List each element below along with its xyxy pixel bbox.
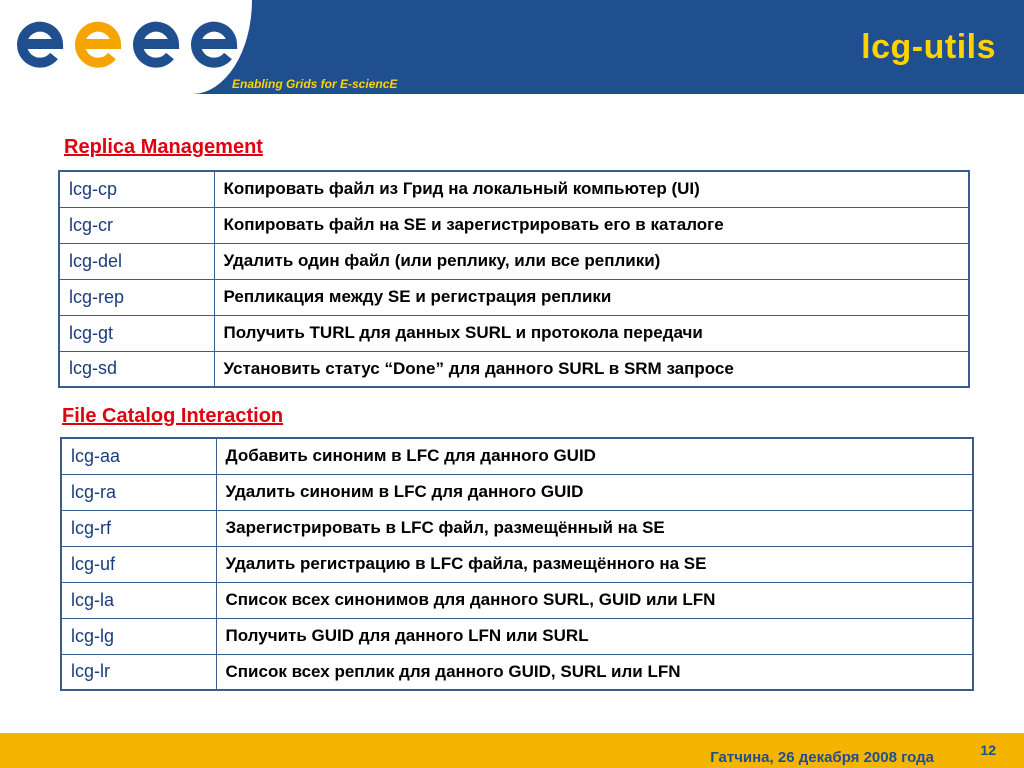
command-description: Получить GUID для данного LFN или SURL [216, 618, 973, 654]
table-row [61, 474, 973, 510]
slide-title: lcg-utils [861, 28, 996, 66]
file-catalog-table [60, 437, 974, 691]
command-description: Установить статус “Done” для данного SURL в SRM запросе [214, 351, 969, 387]
command-name: lcg-rf [61, 510, 216, 546]
command-name: lcg-lr [61, 654, 216, 690]
table-row [61, 510, 973, 546]
table-row [61, 618, 973, 654]
command-description: Репликация между SE и регистрация реплики [214, 279, 969, 315]
page-number: 12 [980, 742, 996, 758]
command-name: lcg-la [61, 582, 216, 618]
replica-management-table [58, 170, 970, 388]
table-row [61, 582, 973, 618]
command-description: Копировать файл на SE и зарегистрировать его в каталоге [214, 207, 969, 243]
table-row [61, 438, 973, 474]
table-row [59, 315, 969, 351]
command-name: lcg-cr [59, 207, 214, 243]
command-description: Удалить один файл (или реплику, или все реплики) [214, 243, 969, 279]
table-row [59, 243, 969, 279]
table-row [61, 546, 973, 582]
logo-area [0, 0, 252, 94]
command-name: lcg-rep [59, 279, 214, 315]
command-name: lcg-lg [61, 618, 216, 654]
table-row [59, 351, 969, 387]
table-row [59, 171, 969, 207]
egee-logo [10, 6, 240, 76]
command-name: lcg-gt [59, 315, 214, 351]
footer-text: Гатчина, 26 декабря 2008 года [710, 749, 934, 766]
command-name: lcg-cp [59, 171, 214, 207]
command-description: Получить TURL для данных SURL и протокола передачи [214, 315, 969, 351]
command-description: Удалить регистрацию в LFC файла, размещённого на SE [216, 546, 973, 582]
command-description: Удалить синоним в LFC для данного GUID [216, 474, 973, 510]
command-description: Копировать файл из Грид на локальный компьютер (UI) [214, 171, 969, 207]
table-row [59, 279, 969, 315]
command-description: Список всех реплик для данного GUID, SURL или LFN [216, 654, 973, 690]
command-name: lcg-aa [61, 438, 216, 474]
command-name: lcg-uf [61, 546, 216, 582]
command-description: Зарегистрировать в LFC файл, размещённый на SE [216, 510, 973, 546]
table-row [61, 654, 973, 690]
command-name: lcg-ra [61, 474, 216, 510]
section-heading-replica-management: Replica Management [64, 136, 263, 158]
table-row [59, 207, 969, 243]
command-description: Список всех синонимов для данного SURL, GUID или LFN [216, 582, 973, 618]
command-description: Добавить синоним в LFC для данного GUID [216, 438, 973, 474]
logo-tagline: Enabling Grids for E-sciencE [232, 77, 398, 91]
command-name: lcg-sd [59, 351, 214, 387]
section-heading-file-catalog-interaction: File Catalog Interaction [62, 405, 284, 427]
command-name: lcg-del [59, 243, 214, 279]
